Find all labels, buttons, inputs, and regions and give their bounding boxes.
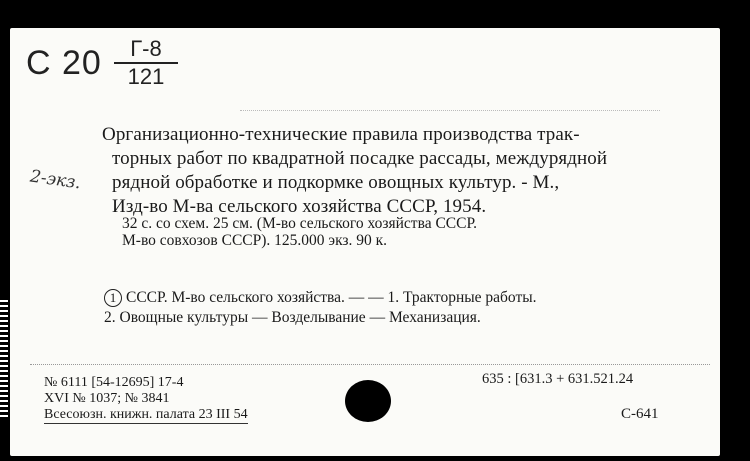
subject-line-2: 2. Овощные культуры — Возделывание — Механизация. bbox=[104, 309, 481, 326]
udc-code: 635 : [631.3 + 631.521.24 bbox=[482, 371, 634, 387]
bottom-divider bbox=[30, 364, 710, 365]
card-number: С-641 bbox=[621, 406, 659, 422]
main-entry-line-1: Организационно-технические правила производства трак- bbox=[102, 124, 580, 145]
registry-line-2: XVI № 1037; № 3841 bbox=[44, 391, 170, 406]
circled-number: 1 bbox=[104, 289, 122, 307]
punch-hole bbox=[345, 380, 391, 422]
shelf-denominator: 121 bbox=[127, 64, 165, 89]
registry-block bbox=[44, 375, 248, 424]
physical-description bbox=[122, 215, 682, 249]
subject-headings bbox=[104, 288, 684, 328]
subject-text-1: СССР. М-во сельского хозяйства. — — 1. Тракторные работы. bbox=[126, 289, 537, 306]
registry-line-1: № 6111 [54-12695] 17-4 bbox=[44, 375, 184, 390]
shelf-fraction bbox=[114, 38, 178, 88]
physical-description-line-1: 32 с. со схем. 25 см. (М-во сельского хозяйства СССР. bbox=[122, 215, 478, 232]
scan-edge-artifact bbox=[0, 300, 8, 420]
registry-line-3: Всесоюзн. книжн. палата 23 III 54 bbox=[44, 407, 248, 422]
subject-line-1 bbox=[104, 288, 684, 308]
main-entry-line-3: рядной обработке и подкормке овощных культур. - М., bbox=[112, 172, 560, 193]
shelf-numerator: Г-8 bbox=[130, 36, 162, 61]
handwritten-note: 2-экз. bbox=[28, 166, 83, 194]
physical-description-line-2: М-во совхозов СССР). 125.000 экз. 90 к. bbox=[122, 232, 388, 249]
catalog-card bbox=[10, 28, 720, 456]
main-entry bbox=[102, 123, 682, 219]
main-entry-line-4: Изд-во М-ва сельского хозяйства СССР, 1954. bbox=[112, 196, 487, 217]
faint-dots bbox=[240, 110, 660, 112]
shelf-code: С 20 bbox=[26, 44, 102, 82]
main-entry-line-2: торных работ по квадратной посадке рассады, междурядной bbox=[112, 148, 608, 169]
